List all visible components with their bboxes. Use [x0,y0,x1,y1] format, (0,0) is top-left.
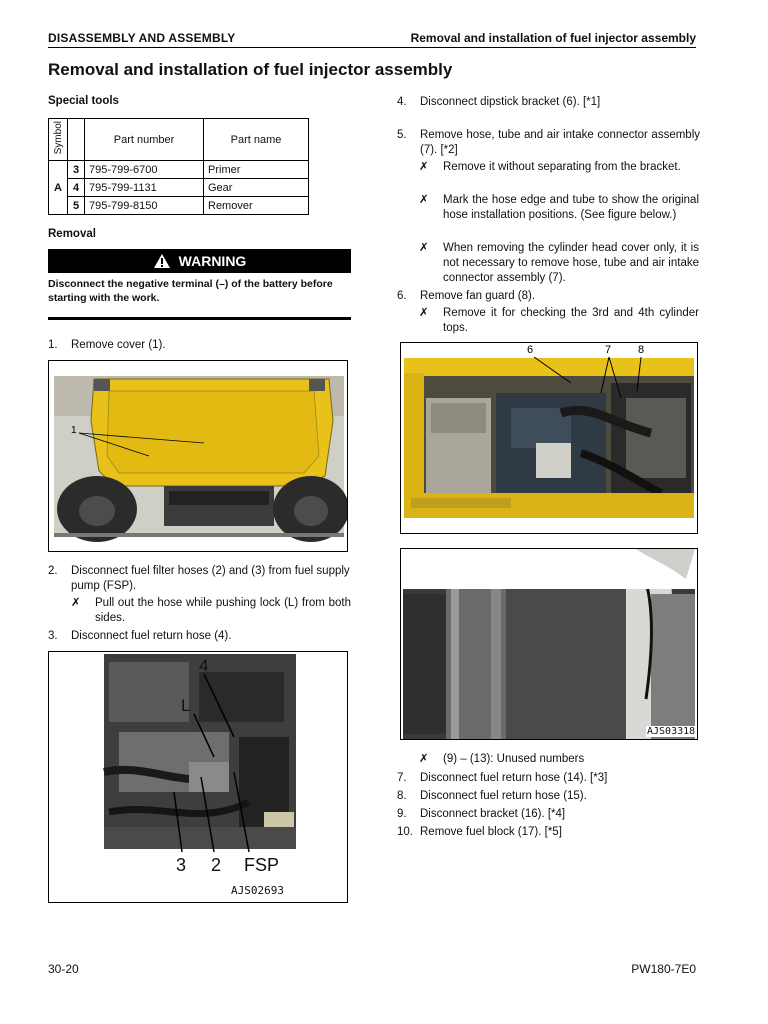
step-5: 5. Remove hose, tube and air intake connector assembly (7). [*2] [397,129,700,156]
step-4: 4. Disconnect dipstick bracket (6). [*1] [397,96,601,108]
callout-4: 4 [199,656,209,675]
step-1: 1. Remove cover (1). [48,339,166,351]
step-9: 9. Disconnect bracket (16). [*4] [397,808,566,820]
fuel-hoses-photo [49,652,347,902]
special-tools-table [48,118,309,215]
note-without-separating: ✗ Remove it without separating from the bracket. [419,161,681,173]
figure-fuel-hoses [48,651,348,903]
callout-6: 6 [527,344,534,356]
tool-icon: ✗ [419,242,429,254]
warning-triangle-icon [153,253,171,269]
col-symbol: Symbol [49,119,68,161]
table-row: 4 795-799-1131 Gear [49,179,309,197]
footer-model: PW180-7E0 [631,962,696,976]
warning-banner [48,249,351,273]
note-pull-hose: ✗ Pull out the hose while pushing lock (L) from both sides. [71,597,351,624]
table-header-row [49,119,309,161]
page-title: Removal and installation of fuel injector assembly [48,60,453,79]
warning-rule [48,317,351,320]
col-part-number: Part number [85,119,204,161]
removal-heading: Removal [48,228,96,240]
step-10: 10. Remove fuel block (17). [*5] [397,826,562,838]
special-tools-heading: Special tools [48,95,119,107]
step-7: 7. Disconnect fuel return hose (14). [*3] [397,772,608,784]
col-part-name: Part name [204,119,309,161]
note-unused-numbers: ✗ (9) – (13): Unused numbers [419,753,585,765]
footer-page: 30-20 [48,962,79,976]
cover-photo [49,361,347,551]
figure-engine [400,342,698,534]
note-cylinder-head: ✗ When removing the cylinder head cover only, it is not necessary to remove hose, tube and air intake connector assembly (7). [419,242,699,284]
callout-3: 3 [176,855,187,875]
table-row: 5 795-799-8150 Remover [49,197,309,215]
step-3: 3. Disconnect fuel return hose (4). [48,630,232,642]
callout-1: 1 [71,425,77,436]
header-rule [48,47,696,48]
tool-icon: ✗ [419,307,429,319]
hose-mark-photo [401,549,697,739]
tool-icon: ✗ [419,753,429,765]
callout-7: 7 [605,344,612,356]
warning-text: Disconnect the negative terminal (–) of the battery before starting with the work. [48,278,333,304]
tool-icon: ✗ [419,194,429,206]
note-check-cylinder: ✗ Remove it for checking the 3rd and 4th cylinder tops. [419,307,699,334]
callout-L: L [181,696,191,715]
header-topic: Removal and installation of fuel injector assembly [410,31,696,45]
tool-icon: ✗ [419,161,429,173]
tool-icon: ✗ [71,597,81,609]
figure-hose-mark [400,548,698,740]
note-mark-hose: ✗ Mark the hose edge and tube to show the original hose installation positions. (See figure below.) [419,194,699,221]
table-row: A 3 795-799-6700 Primer [49,161,309,179]
figure-cover [48,360,348,552]
callout-fsp: FSP [244,855,280,875]
step-6: 6. Remove fan guard (8). [397,290,536,302]
callout-8: 8 [638,344,645,356]
callout-2: 2 [211,855,222,875]
warning-label: WARNING [178,253,247,269]
engine-photo [401,343,697,533]
step-2: 2. Disconnect fuel filter hoses (2) and (3) from fuel supply pump (FSP). [48,565,350,592]
symbol-cell: A [49,161,68,215]
figure-code: AJS02693 [231,884,284,897]
header-section: DISASSEMBLY AND ASSEMBLY [48,31,236,45]
step-8: 8. Disconnect fuel return hose (15). [397,790,587,802]
figure-code: AJS03318 [647,726,696,737]
